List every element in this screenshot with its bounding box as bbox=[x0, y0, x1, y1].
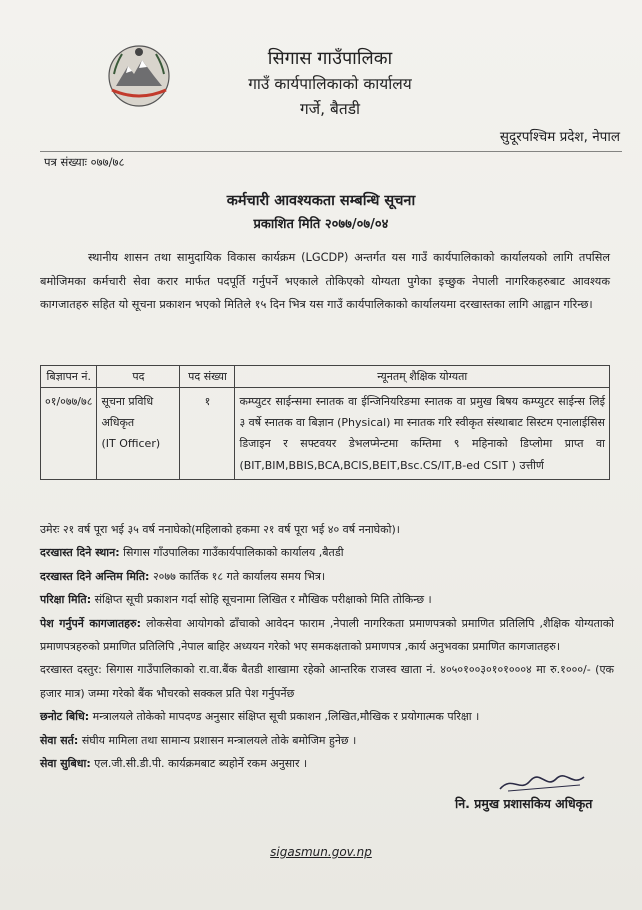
detail-deadline: दरखास्त दिने अन्तिम मिति: २०७७ कार्तिक १८ गते कार्यालय समय भित्र। bbox=[40, 569, 326, 583]
detail-age: उमेरः २१ वर्ष पूरा भई ३५ वर्ष ननाघेको(महिलाको हकमा २१ वर्ष पूरा भई ४० वर्ष ननाघेको)। bbox=[40, 523, 400, 536]
detail-documents: पेश गर्नुपर्ने कागजातहरु: लोकसेवा आयोगको ढाँचाको आवेदन फाराम ,नेपाली नागरिकता प्रमाणपत्रको प्रमाणित प्रतिलिपि ,शैक्षिक योग्यताको प्रमाणपत्रहरुको प्रमाणित प्रतिलिपि ,नेपाल बाहिर अध्ययन गरेको भए समकक्षताको प्रमाणपत्र ,कार्य अनुभवका प्रमाणित कागजातहरु। bbox=[40, 616, 614, 654]
publish-date: प्रकाशित मिति २०७७/०७/०४ bbox=[253, 217, 389, 232]
count-cell: १ bbox=[180, 388, 235, 480]
signature-icon bbox=[460, 771, 610, 797]
table-header-row bbox=[41, 366, 610, 388]
post-name-en: (IT Officer) bbox=[101, 437, 161, 451]
reference-number: पत्र संख्याः ०७७/७८ bbox=[44, 155, 125, 169]
col-count: पद संख्या bbox=[180, 366, 235, 388]
post-name: सूचना प्रविधि अधिकृत bbox=[101, 395, 154, 430]
vacancy-table bbox=[40, 365, 610, 480]
notice-details bbox=[40, 518, 614, 775]
office-location: गर्जे, बैतडी bbox=[299, 100, 361, 118]
qualification-cell: कम्प्युटर साईन्समा स्नातक वा ईन्जिनियरिङमा स्नातक वा प्रमुख बिषय कम्प्युटर साईन्स लिई ३ वर्षे स्नातक वा बिज्ञान (Physical) मा स्नातक गरि स्वीकृत संस्थाबाट सिस्टम एनालाईसिस डिजाइन र सफ्टवयर डेभलप्मेन्टमा कम्तिमा ९ महिनाको डिप्लोमा प्राप्त वा (BIT,BIM,BBIS,BCA,BCIS,BEIT,Bsc.CS/IT,B-ed CSIT ) उत्तीर्ण bbox=[235, 388, 610, 480]
col-qualification: न्यूनतम् शैक्षिक योग्यता bbox=[235, 366, 610, 388]
detail-submission-place: दरखास्त दिने स्थान: सिगास गाँउपालिका गाउँकार्यपालिकाको कार्यालय ,बैतडी bbox=[40, 546, 344, 560]
nepal-emblem-icon bbox=[104, 40, 174, 110]
office-name: गाउँ कार्यपालिकाको कार्यालय bbox=[248, 75, 412, 93]
header-divider bbox=[40, 151, 622, 152]
ad-number-cell: ०१/०७७/७८ bbox=[41, 388, 97, 480]
website-link[interactable]: sigasmun.gov.np bbox=[270, 845, 372, 859]
col-post: पद bbox=[97, 366, 180, 388]
intro-paragraph: स्थानीय शासन तथा सामुदायिक विकास कार्यक्रम (LGCDP) अन्तर्गत यस गाउँ कार्यपालिकाको कार्यालयको लागि तपसिल बमोजिमका कर्मचारी सेवा करार मार्फत पदपूर्ति गर्नुपर्ने भएकाले तोकिएको योग्यता पुगेका इच्छुक नेपाली नागरिकहरुबाट आवश्यक कागजातहरु सहित यो सूचना प्रकाशन भएको मितिले १५ दिन भित्र यस गाउँ कार्यपालिकाको कार्यालयमा दरखास्तका लागि आह्वान गरिन्छ। bbox=[40, 251, 610, 311]
detail-exam-date: परिक्षा मिति: संक्षिप्त सूची प्रकाशन गर्दा सोहि सूचनामा लिखित र मौखिक परीक्षाको मिति तोकिन्छ । bbox=[40, 593, 432, 607]
table-row bbox=[41, 388, 610, 480]
signatory-title: नि. प्रमुख प्रशासकिय अधिकृत bbox=[455, 796, 593, 811]
detail-service-benefits: सेवा सुबिधा: एल.जी.सी.डी.पी. कार्यक्रमबाट ब्यहोर्ने रकम अनुसार । bbox=[40, 757, 308, 771]
municipality-name: सिगास गाउँपालिका bbox=[267, 48, 393, 69]
detail-selection: छनोट बिधि: मन्त्रालयले तोकेको मापदण्ड अनुसार संक्षिप्त सूची प्रकाशन ,लिखित,मौखिक र प्रयोगात्मक परिक्षा । bbox=[40, 710, 480, 724]
province-line: सुदूरपश्चिम प्रदेश, नेपाल bbox=[499, 129, 620, 145]
col-ad-number: बिज्ञापन नं. bbox=[41, 366, 97, 388]
notice-title: कर्मचारी आवश्यकता सम्बन्धि सूचना bbox=[226, 193, 416, 209]
detail-fee: दरखास्त दस्तुर: सिगास गाउँपालिकाको रा.वा.बैंक बैतडी शाखामा रहेको आन्तरिक राजस्व खाता नं. ४०५०१००३०१०१०००४ मा रु.१०००/- (एक हजार मात्र) जम्मा गरेको बैंक भौचरको सक्कल प्रति पेश गर्नुपर्नेछ bbox=[40, 663, 614, 700]
post-cell bbox=[97, 388, 180, 480]
detail-service-terms: सेवा सर्त: संघीय मामिला तथा सामान्य प्रशासन मन्त्रालयले तोके बमोजिम हुनेछ । bbox=[40, 733, 357, 747]
